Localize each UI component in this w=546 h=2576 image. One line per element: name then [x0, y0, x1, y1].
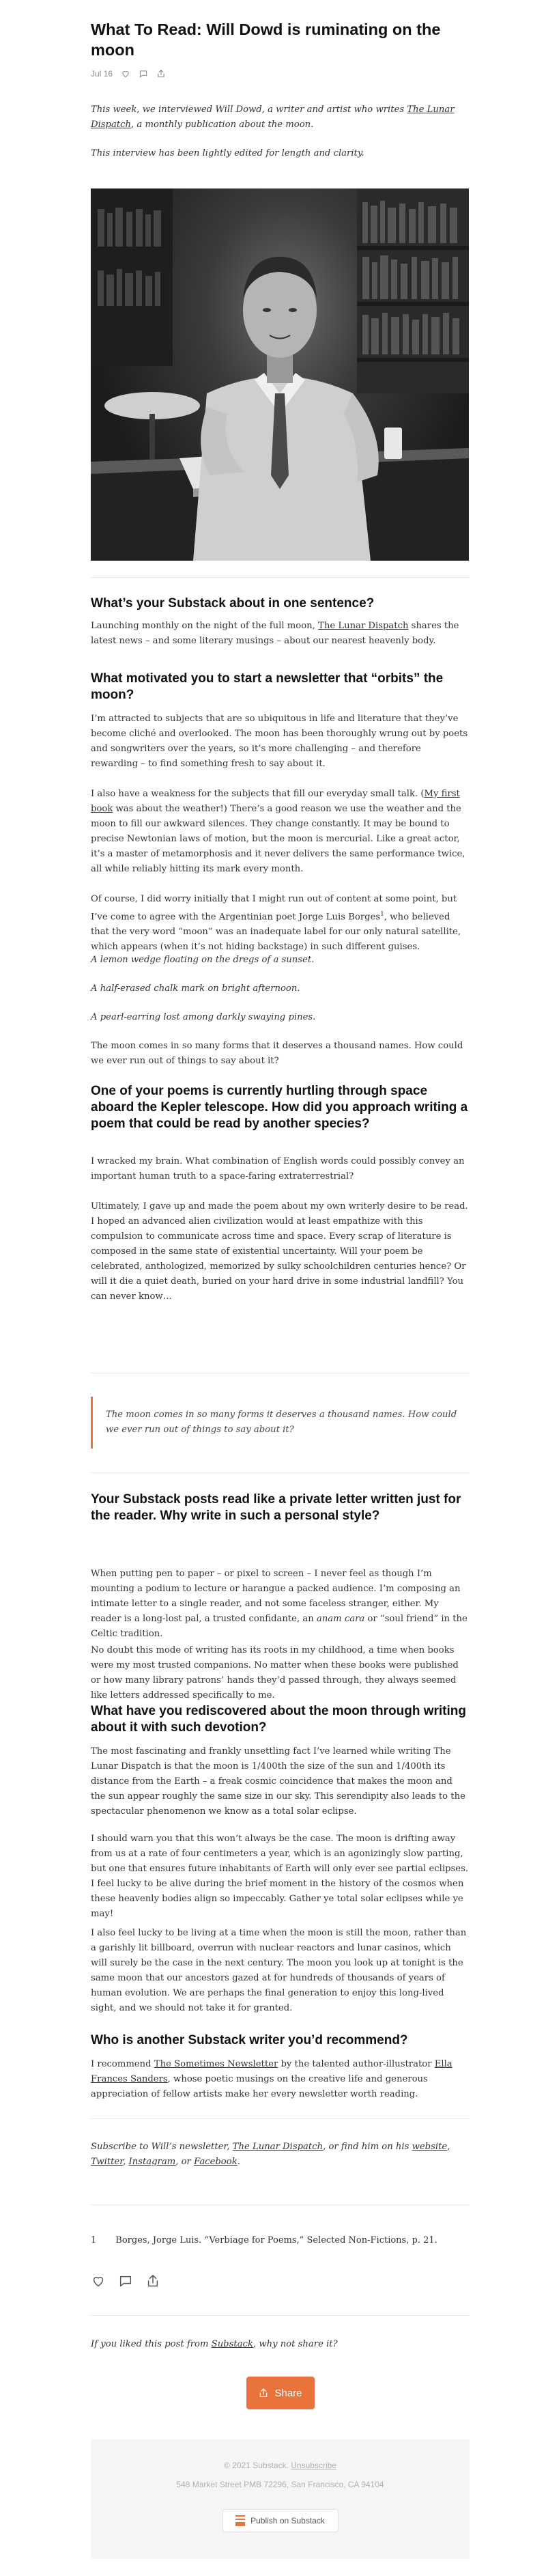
- post-title[interactable]: What To Read: Will Dowd is ruminating on the moon: [91, 20, 441, 59]
- author-photo: [91, 188, 469, 561]
- paragraph: I recommend The Sometimes Newsletter by the talented author-illustrator Ella Frances Sanders, whose poetic musings on the creative life and generous appreciation of fellow artists make her every newsletter worth reading.: [91, 2059, 452, 2099]
- divider: [91, 1472, 470, 1473]
- heart-icon[interactable]: [91, 2273, 106, 2291]
- heading-recommend: Who is another Substack writer you’d recommend?: [91, 2033, 408, 2047]
- share-icon[interactable]: [156, 69, 166, 79]
- divider: [91, 2204, 470, 2205]
- publish-on-substack-button[interactable]: [222, 2509, 339, 2532]
- paragraph: Launching monthly on the night of the full moon, The Lunar Dispatch shares the latest news – and some literary musings – about our nearest heavenly body.: [91, 621, 459, 646]
- substack-link[interactable]: Substack: [211, 2339, 253, 2349]
- paragraph: I’m attracted to subjects that are so ubiquitous in life and literature that they’ve become cliché and overlooked. The moon has been thoroughly wrung out by poets and songwriters over the years, so it’s more challenging – and therefore rewarding – to find something fresh to say about it.: [91, 714, 468, 769]
- share-area: [91, 2377, 470, 2409]
- share-prompt: If you liked this post from Substack, why not share it?: [91, 2339, 338, 2349]
- publish-label: Publish on Substack: [250, 2516, 325, 2525]
- paragraph: I also feel lucky to be living at a time when the moon is still the moon, rather than a garishly lit billboard, overrun with nuclear reactors and lunar casinos, which will surely be the case in the next century. The moon you look up at tonight is the same moon that our ancestors gazed at for hundreds of thousands of years of human evolution. We are perhaps the final generation to enjoy this long-lived sight, and we should not take it for granted.: [91, 1928, 467, 2013]
- comment-icon[interactable]: [118, 2273, 133, 2291]
- first-book-link[interactable]: My first book: [91, 789, 460, 814]
- substack-logo-icon: [235, 2515, 245, 2526]
- lunar-dispatch-link[interactable]: The Lunar Dispatch: [91, 104, 455, 130]
- intro-paragraph: This week, we interviewed Will Dowd, a writer and artist who writes The Lunar Dispatch, a monthly publication about the moon.: [91, 104, 455, 130]
- website-link[interactable]: website: [412, 2142, 448, 2152]
- footnote: [91, 2234, 470, 2248]
- edit-note: This interview has been lightly edited for length and clarity.: [91, 148, 364, 158]
- quote-line: A half-erased chalk mark on bright afternoon.: [91, 983, 300, 994]
- heading-personal-style: Your Substack posts read like a private letter written just for the reader. Why write in such a personal style?: [91, 1492, 461, 1523]
- heading-rediscovered: What have you rediscovered about the moon through writing about it with such devotion?: [91, 1704, 466, 1735]
- paragraph: I also have a weakness for the subjects that fill our everyday small talk. (My first book was about the weather!) There’s a good reason we use the weather and the moon to fill our awkward silences. They change constantly. It may be bound to precise Newtonian laws of motion, but the moon is mercurial. Like a great actor, it’s a master of metamorphosis and it never delivers the same performance twice, all while reliably hitting its mark every month.: [91, 789, 465, 874]
- footnote-ref[interactable]: 1: [380, 911, 384, 918]
- subscribe-line: Subscribe to Will’s newsletter, The Lunar Dispatch, or find him on his website, Twitter, Instagram, or Facebook.: [91, 2142, 450, 2167]
- footer-address: 548 Market Street PMB 72296, San Francisco, CA 94104: [176, 2480, 384, 2489]
- footnote-number[interactable]: 1: [91, 2235, 97, 2245]
- heart-icon[interactable]: [121, 69, 130, 79]
- unsubscribe-link[interactable]: Unsubscribe: [291, 2461, 336, 2470]
- lunar-dispatch-link[interactable]: The Lunar Dispatch: [232, 2142, 324, 2152]
- sometimes-newsletter-link[interactable]: The Sometimes Newsletter: [154, 2059, 278, 2069]
- lunar-dispatch-link[interactable]: The Lunar Dispatch: [318, 621, 409, 631]
- pull-quote-text: The moon comes in so many forms it deserves a thousand names. How could we ever run out of things to say about it?: [106, 1410, 457, 1435]
- share-button-label: Share: [274, 2387, 302, 2399]
- footer: [91, 2439, 470, 2559]
- quote-line: A pearl-earring lost among darkly swaying pines.: [91, 1012, 316, 1022]
- twitter-link[interactable]: Twitter: [91, 2157, 124, 2167]
- footer-copyright-line: © 2021 Substack. Unsubscribe: [224, 2461, 336, 2470]
- share-icon[interactable]: [145, 2273, 160, 2291]
- divider: [91, 2315, 470, 2316]
- post-date: Jul 16: [91, 69, 113, 79]
- instagram-link[interactable]: Instagram: [128, 2157, 176, 2167]
- divider: [91, 2118, 470, 2119]
- paragraph: No doubt this mode of writing has its roots in my childhood, a time when books were my most trusted companions. No matter when these books were published or how many library patrons’ hands they’d passed through, they always seemed like letters addressed specifically to me.: [91, 1645, 459, 1700]
- paragraph: The moon comes in so many forms that it deserves a thousand names. How could we ever run out of things to say about it?: [91, 1041, 463, 1066]
- author-photo-illustration: [91, 188, 469, 561]
- facebook-link[interactable]: Facebook: [194, 2157, 238, 2167]
- share-icon: [258, 2388, 269, 2398]
- paragraph: Ultimately, I gave up and made the poem about my own writerly desire to be read. I hoped an advanced alien civilization would at least empathize with this compulsion to communicate across time and space. Every scrap of literature is composed in the same state of existential uncertainty. Will your poem be celebrated, anthologized, memorized by sulky schoolchildren centuries hence? Or will it die a quiet death, buried on your hard drive in some industrial landfill? You can never know…: [91, 1201, 468, 1302]
- pull-quote: [91, 1397, 470, 1448]
- quote-line: A lemon wedge floating on the dregs of a sunset.: [91, 955, 315, 965]
- paragraph: I should warn you that this won’t always be the case. The moon is drifting away from us at a rate of four centimeters a year, which is an agonizingly slow parting, but one that ensures future inhabitants of Earth will only ever see partial eclipses. I feel lucky to be alive during the brief moment in the history of the cosmos when these heavenly bodies align so impeccably. Gather ye total solar eclipses while ye may!: [91, 1834, 469, 1919]
- ella-frances-sanders-link[interactable]: Ella Frances Sanders: [91, 2059, 452, 2084]
- post-actions: [91, 2274, 470, 2291]
- post-meta: [91, 67, 470, 81]
- heading-kepler: One of your poems is currently hurtling through space aboard the Kepler telescope. How did you approach writing a poem that could be read by another species?: [91, 1084, 468, 1131]
- heading-one-sentence: What’s your Substack about in one sentence?: [91, 596, 375, 611]
- paragraph: The most fascinating and frankly unsettling fact I’ve learned while writing The Lunar Dispatch is that the moon is 1/400th the size of the sun and 1/400th its distance from the Earth – a freak cosmic coincidence that makes the moon and the sun appear roughly the same size in our sky. This serendipity also leads to the spectacular phenomenon we know as a total solar eclipse.: [91, 1746, 465, 1817]
- heading-motivation: What motivated you to start a newsletter that “orbits” the moon?: [91, 671, 444, 702]
- share-button[interactable]: [246, 2377, 315, 2409]
- paragraph: I wracked my brain. What combination of English words could possibly convey an important human truth to a space-faring extraterrestrial?: [91, 1156, 465, 1181]
- paragraph: Of course, I did worry initially that I might run out of content at some point, but I’ve come to agree with the Argentinian poet Jorge Luis Borges$^1$, who believed that the very word “moon” was an inadequate label for our only natural satellite, which appears (when it’s not hiding backstage) in such different guises.: [91, 894, 461, 953]
- paragraph: When putting pen to paper – or pixel to screen – I never feel as though I’m mounting a podium to lecture or harangue a packed audience. I’m composing an intimate letter to a single reader, and not some faceless stranger, either. My reader is a long-lost pal, a trusted confidante, an anam cara or “soul friend” in the Celtic tradition.: [91, 1569, 468, 1639]
- footnote-text: Borges, Jorge Luis. “Verbiage for Poems,” Selected Non-Fictions, p. 21.: [115, 2235, 437, 2245]
- divider: [91, 577, 470, 578]
- comment-icon[interactable]: [139, 69, 148, 79]
